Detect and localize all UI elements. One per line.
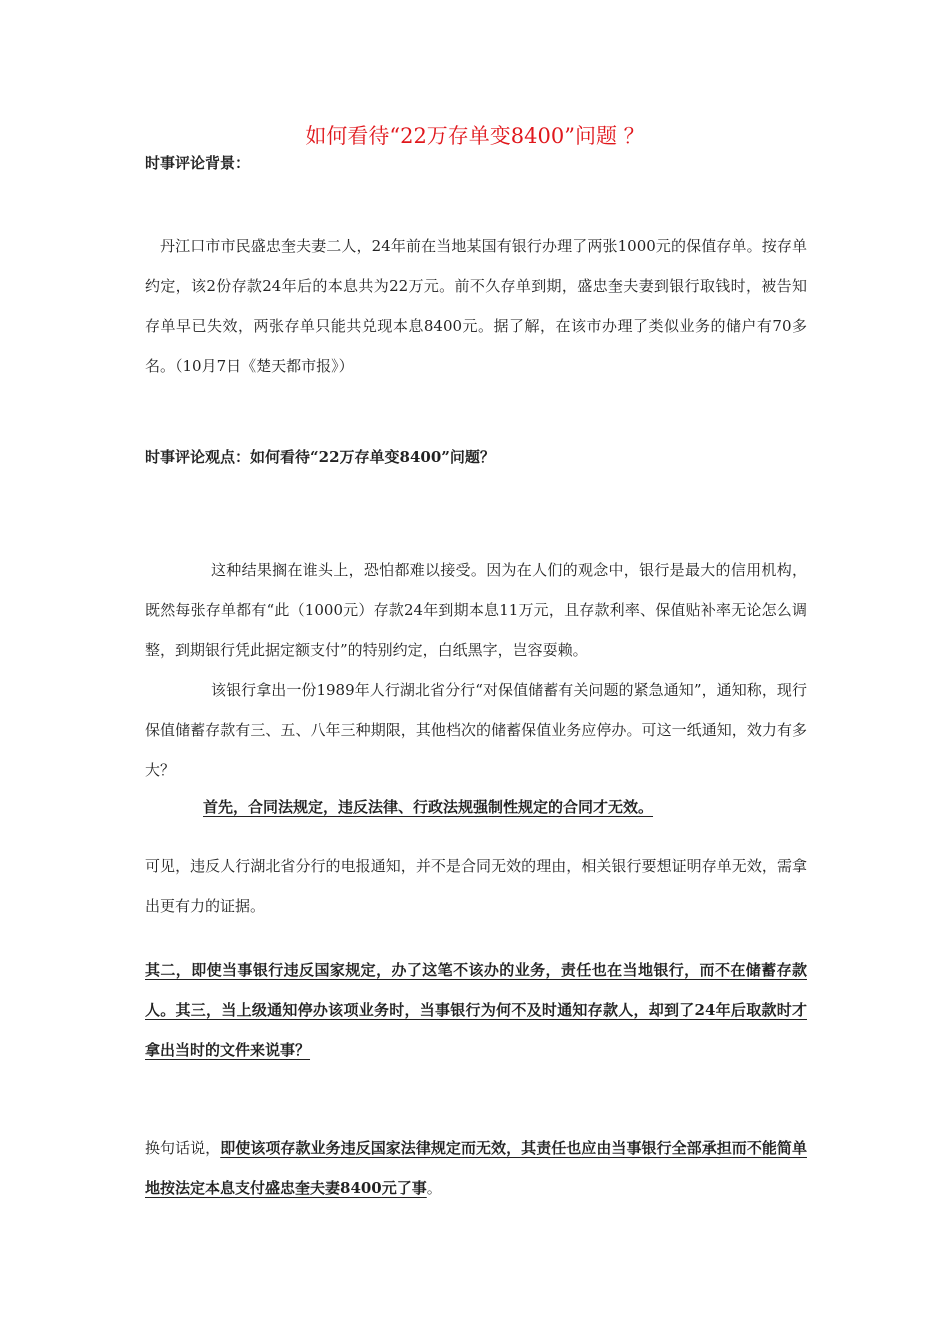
first-point: 首先，合同法规定，违反法律、行政法规强制性规定的合同才无效。 <box>203 798 654 816</box>
first-point-followup: 可见，违反人行湖北省分行的电报通知，并不是合同无效的理由，相关银行要想证明存单无效，需拿出更有力的证据。 <box>145 857 807 915</box>
conclusion-emphasis: 即使该项存款业务违反国家法律规定而无效，其责任也应由当事银行全部承担而不能简单地按法定本息支付盛忠奎夫妻8400元了事 <box>145 1139 807 1197</box>
document-title: 如何看待“22万存单变8400”问题 ？ <box>305 124 645 148</box>
conclusion-suffix: 。 <box>426 1179 442 1197</box>
background-heading: 时事评论背景： <box>145 154 251 172</box>
background-paragraph: 丹江口市市民盛忠奎夫妻二人，24年前在当地某国有银行办理了两张1000元的保值存单。按存单约定，该2份存款24年后的本息共为22万元。前不久存单到期，盛忠奎夫妻到银行取钱时，被告知存单早已失效，两张存单只能共兑现本息8400元。据了解，在该市办理了类似业务的储户有70多名。（10月7日《楚天都市报》） <box>145 237 807 375</box>
conclusion-paragraph <box>145 1128 807 1208</box>
opinion-paragraph-2: 该银行拿出一份1989年人行湖北省分行“对保值储蓄有关问题的紧急通知”，通知称，现行保值储蓄存款有三、五、八年三种期限，其他档次的储蓄保值业务应停办。可这一纸通知，效力有多大？ <box>145 681 807 779</box>
second-point: 其二，即使当事银行违反国家规定，办了这笔不该办的业务，责任也在当地银行，而不在储蓄存款人。其三，当上级通知停办该项业务时，当事银行为何不及时通知存款人，却到了24年后取款时才拿出当时的文件来说事？ <box>145 961 807 1059</box>
opinion-heading: 时事评论观点：如何看待“22万存单变8400”问题？ <box>145 448 495 466</box>
conclusion-prefix: 换句话说， <box>145 1139 221 1157</box>
opinion-paragraph-1: 这种结果搁在谁头上，恐怕都难以接受。因为在人们的观念中，银行是最大的信用机构，既然每张存单都有“此（1000元）存款24年到期本息11万元，且存款利率、保值贴补率无论怎么调整，到期银行凭此据定额支付”的特别约定，白纸黑字，岂容耍赖。 <box>145 561 807 659</box>
